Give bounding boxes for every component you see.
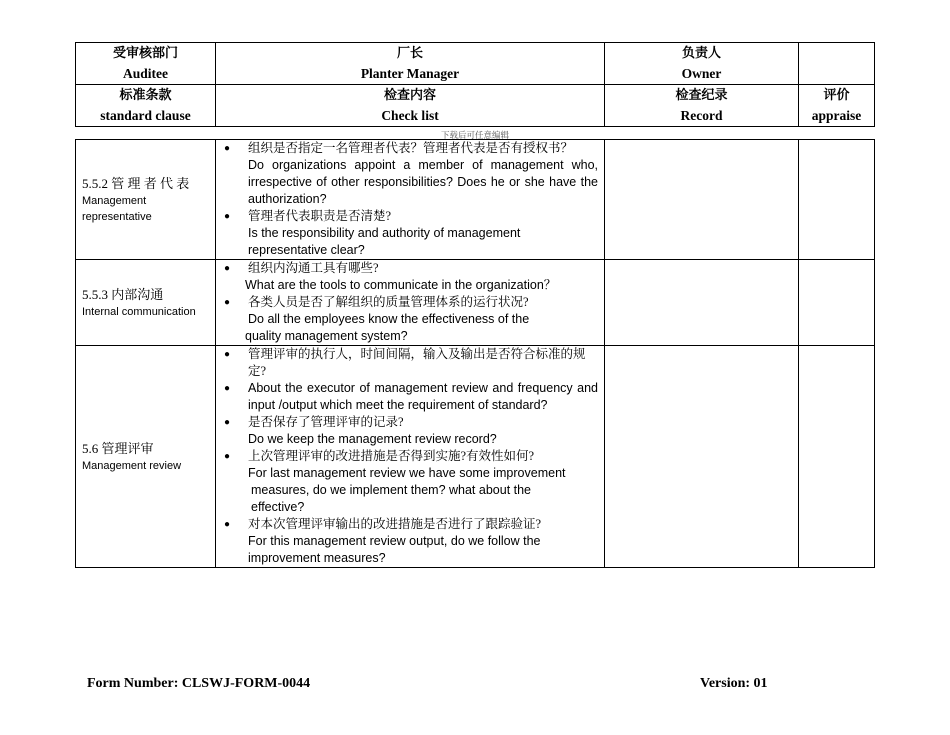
clause-number-zh: 5.6 管理评审 [82, 440, 154, 456]
checklist-table [75, 139, 875, 568]
appraise-header-en: appraise [811, 107, 862, 123]
bullet-icon: ● [224, 263, 231, 274]
clause-number-zh: 5.5.2 管 理 者 代 表 [82, 175, 190, 191]
owner-label-en: Owner [681, 65, 722, 81]
list-item [224, 208, 598, 259]
question-en: measures, do we implement them? what about the [251, 483, 532, 497]
checklist-cell [216, 140, 605, 260]
list-item [224, 140, 598, 208]
manager-cell [216, 43, 605, 85]
list-item [224, 260, 598, 277]
clause-title-en: Management representative [82, 194, 152, 223]
question-zh: 组织是否指定一名管理者代表？管理者代表是否有授权书？ [248, 141, 574, 155]
checklist-header-en: Check list [381, 107, 439, 123]
checklist-cell [216, 260, 605, 346]
list-item [224, 414, 598, 448]
header-row-auditee [76, 43, 875, 85]
question-en: effective? [251, 500, 305, 514]
bullet-icon: ● [224, 417, 231, 428]
question-en: Do we keep the management review record? [248, 432, 497, 446]
list-item [224, 448, 598, 516]
record-header-en: Record [680, 107, 723, 123]
clause-header-en: standard clause [100, 107, 191, 123]
question-en: What are the tools to communicate in the organization？ [245, 278, 557, 292]
question-en: Do all the employees know the effectiveness of the [248, 312, 530, 326]
question-zh: 管理评审的执行人，时间间隔，输入及输出是否符合标准的规定? [248, 347, 586, 378]
question-en: quality management system? [245, 329, 408, 343]
appraise-cell[interactable] [799, 260, 875, 346]
question-en: Is the responsibility and authority of management representative clear? [248, 226, 521, 257]
bullet-icon: ● [224, 451, 231, 462]
bullet-icon: ● [224, 519, 231, 530]
version-label: Version: 01 [700, 676, 768, 691]
appraise-cell[interactable] [799, 140, 875, 260]
clause-header-cell [76, 85, 216, 127]
appraise-header-zh: 评价 [823, 87, 850, 103]
manager-label-en: Planter Manager [360, 65, 460, 81]
table-row [76, 346, 875, 568]
form-number: Form Number: CLSWJ-FORM-0044 [87, 676, 311, 691]
record-cell[interactable] [605, 260, 799, 346]
checklist-cell [216, 346, 605, 568]
list-item [224, 294, 598, 328]
question-en: Do organizations appoint a member of management who, irrespective of other responsibilities? Does he or she have the authorization? [248, 158, 598, 206]
bullet-icon: ● [224, 349, 231, 360]
question-en: About the executor of management review and frequency and input /output which meet the requirement of standard? [248, 381, 598, 412]
clause-title-en: Internal communication [82, 305, 196, 318]
clause-cell [76, 140, 216, 260]
question-zh: 管理者代表职责是否清楚? [248, 209, 392, 223]
auditee-cell [76, 43, 216, 85]
clause-cell [76, 260, 216, 346]
question-zh: 对本次管理评审输出的改进措施是否进行了跟踪验证? [248, 517, 542, 531]
owner-cell [605, 43, 799, 85]
clause-number-zh: 5.5.3 内部沟通 [82, 286, 164, 302]
record-header-cell [605, 85, 799, 127]
table-row [76, 140, 875, 260]
question-zh: 是否保存了管理评审的记录? [248, 415, 404, 429]
bullet-icon: ● [224, 297, 231, 308]
header-row-columns [76, 85, 875, 127]
table-row [76, 260, 875, 346]
question-zh: 组织内沟通工具有哪些? [248, 261, 379, 275]
checklist-header-cell [216, 85, 605, 127]
checklist-header-zh: 检查内容 [383, 87, 436, 103]
record-cell[interactable] [605, 140, 799, 260]
question-zh: 各类人员是否了解组织的质量管理体系的运行状况? [248, 295, 529, 309]
clause-title-en: Management review [82, 459, 182, 472]
header-table [75, 42, 875, 127]
bullet-icon: ● [224, 211, 231, 222]
bullet-icon: ● [224, 143, 231, 154]
auditee-label-zh: 受审核部门 [112, 45, 178, 61]
record-cell[interactable] [605, 346, 799, 568]
list-item [224, 516, 598, 567]
owner-value-cell [799, 43, 875, 85]
question-en: For this management review output, do we follow the improvement measures? [248, 534, 541, 565]
watermark-text: 下载后可任意编辑 [440, 131, 509, 141]
question-en: For last management review we have some improvement [248, 466, 566, 480]
clause-cell [76, 346, 216, 568]
manager-label-zh: 厂长 [396, 45, 423, 61]
bullet-icon: ● [224, 383, 231, 394]
question-zh: 上次管理评审的改进措施是否得到实施?有效性如何? [248, 449, 535, 463]
list-item [224, 380, 598, 414]
clause-header-zh: 标准条款 [119, 87, 172, 103]
list-item [224, 346, 598, 380]
appraise-cell[interactable] [799, 346, 875, 568]
owner-label-zh: 负责人 [681, 45, 721, 61]
record-header-zh: 检查纪录 [675, 87, 728, 103]
appraise-header-cell [799, 85, 875, 127]
auditee-label-en: Auditee [123, 65, 168, 81]
